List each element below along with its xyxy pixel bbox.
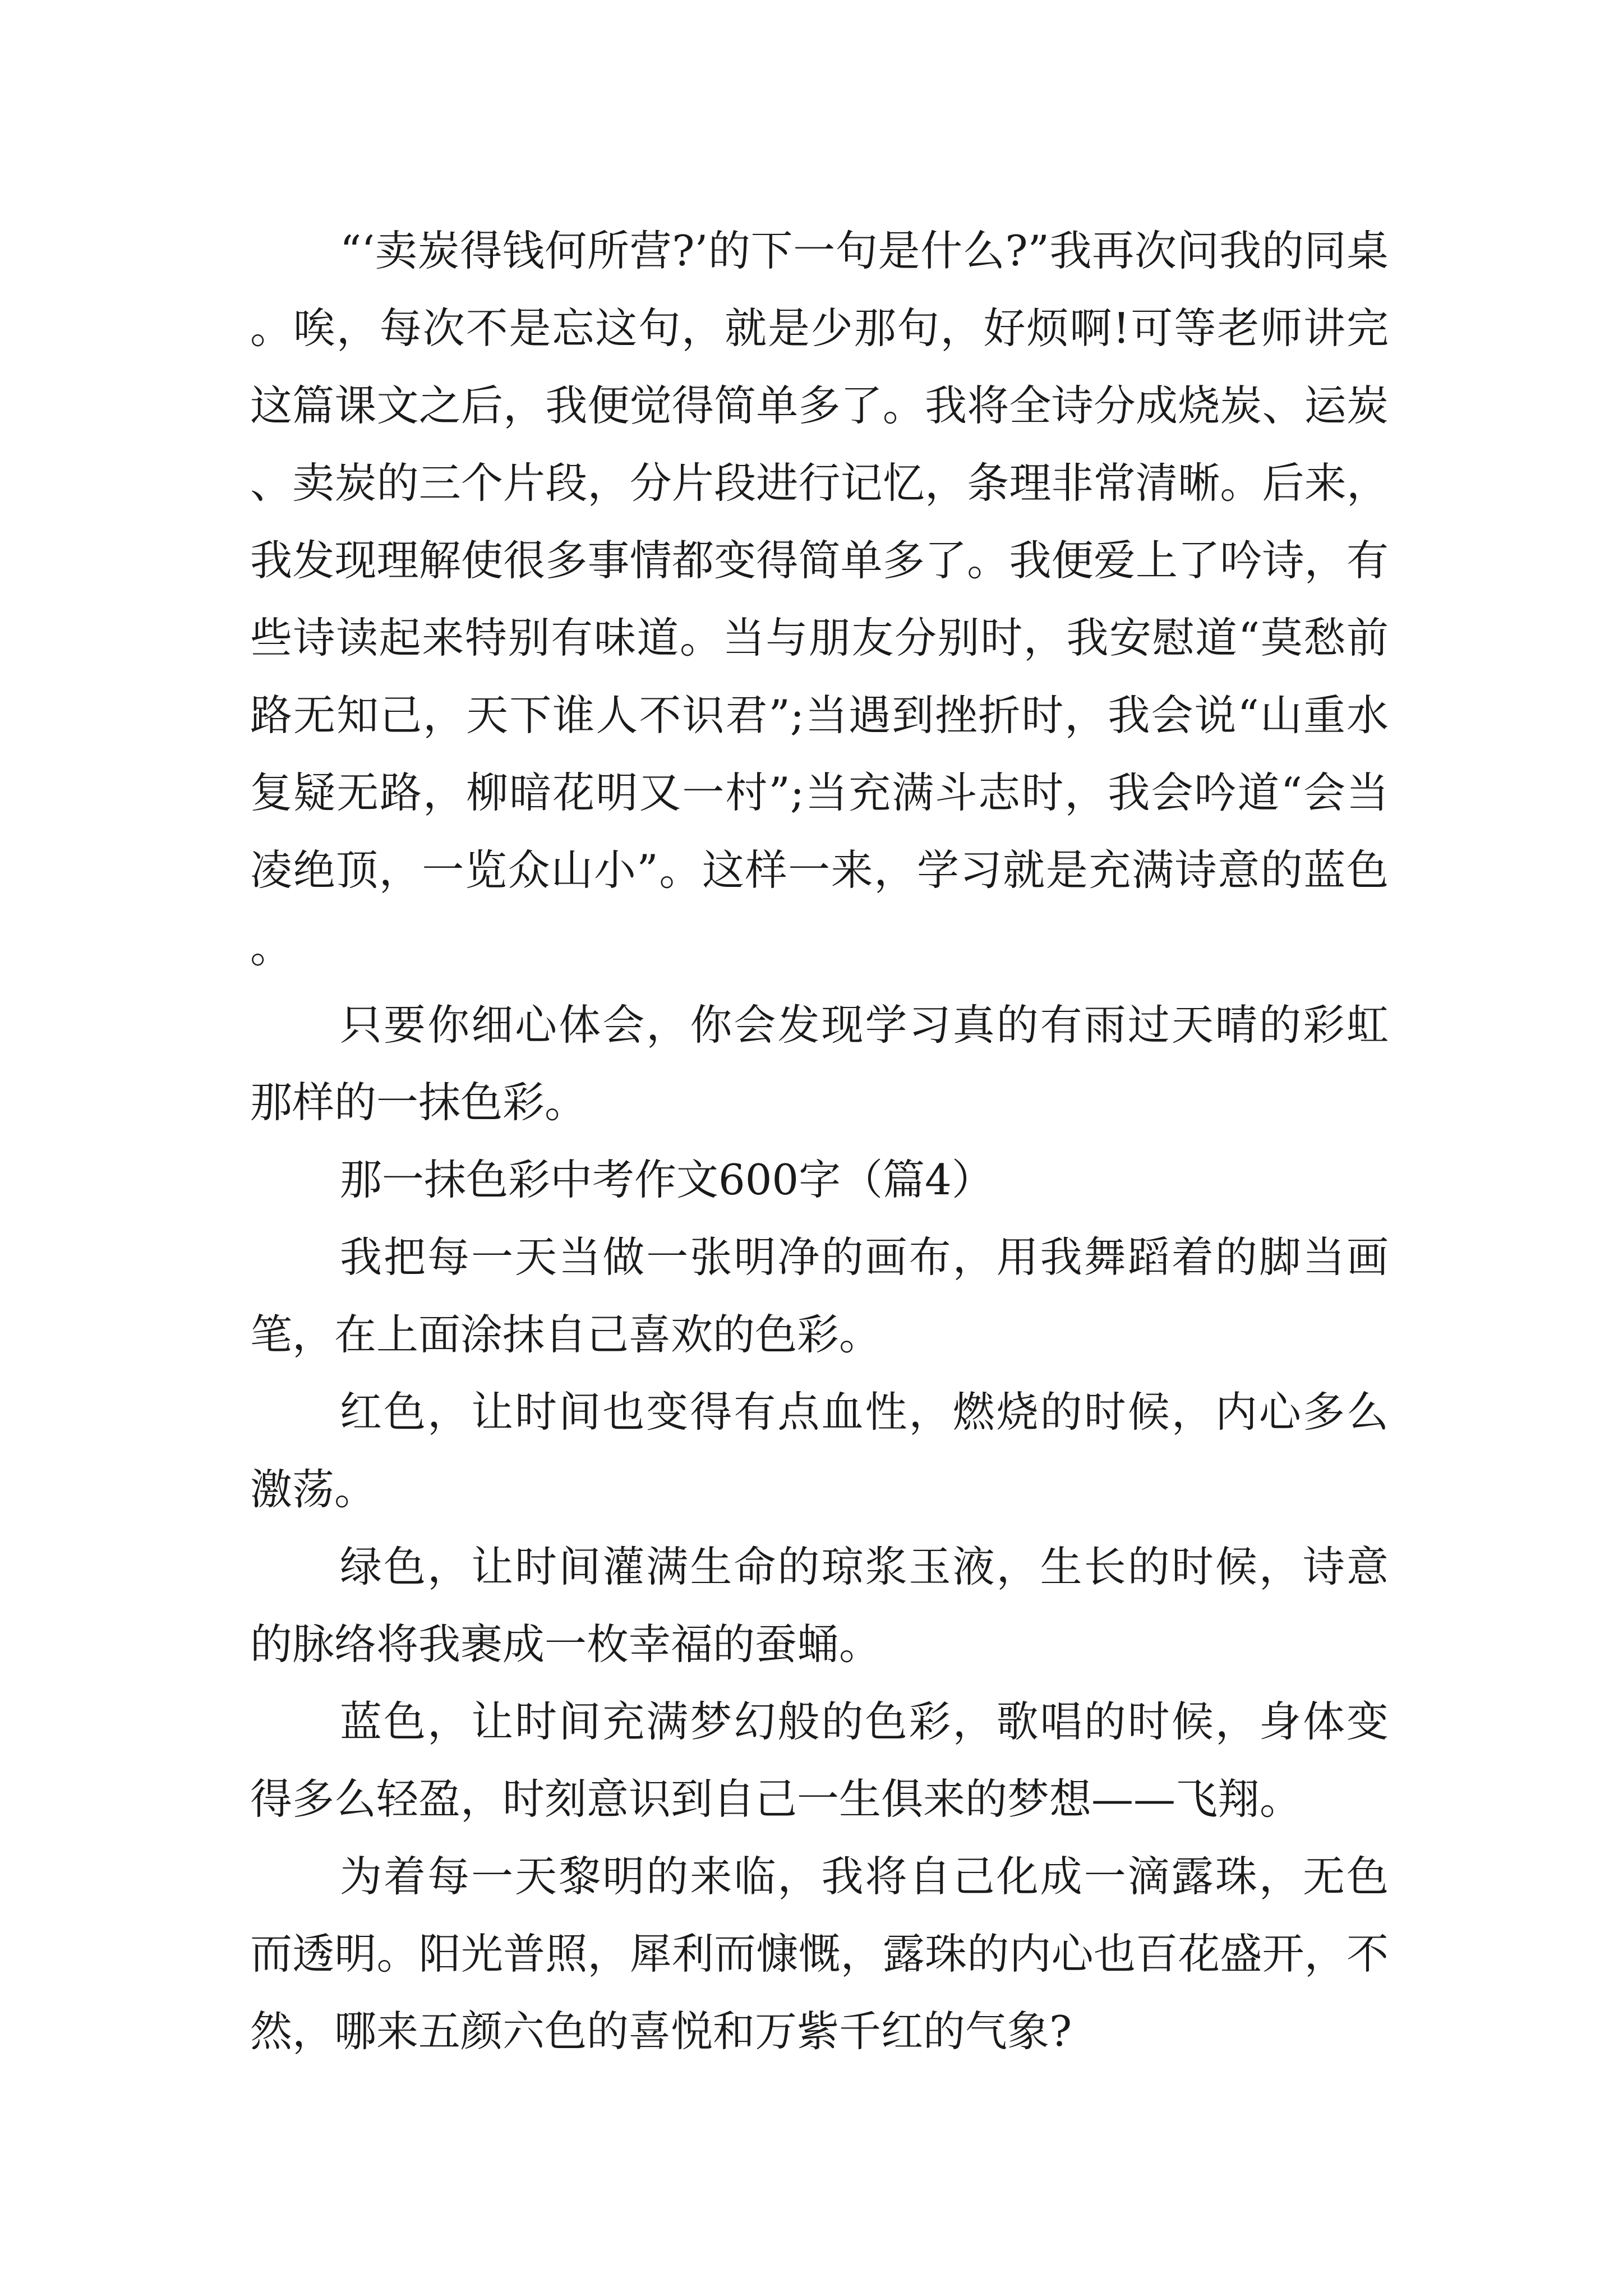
paragraph-dewdrop: 为着每一天黎明的来临，我将自己化成一滴露珠，无色而透明。阳光普照，犀利而慷慨，露珠的内心也百花盛开，不然，哪来五颜六色的喜悦和万紫千红的气象? <box>250 1852 1389 2056</box>
paragraph-green: 绿色，让时间灌满生命的琼浆玉液，生长的时候，诗意的脉络将我裹成一枚幸福的蚕蛹。 <box>250 1542 1389 1669</box>
essay-heading: 那一抹色彩中考作文600字（篇4） <box>340 1155 994 1204</box>
paragraph-rainbow-conclusion: 只要你细心体会，你会发现学习真的有雨过天晴的彩虹那样的一抹色彩。 <box>250 1000 1389 1127</box>
paragraph-red: 红色，让时间也变得有点血性，燃烧的时候，内心多么激荡。 <box>250 1387 1389 1514</box>
paragraph-poetry-learning: “‘卖炭得钱何所营?’的下一句是什么?”我再次问我的同桌。唉，每次不是忘这句，就是少那句，好烦啊!可等老师讲完这篇课文之后，我便觉得简单多了。我将全诗分成烧炭、运炭、卖炭的三个片段，分片段进行记忆，条理非常清晰。后来，我发现理解使很多事情都变得简单多了。我便爱上了吟诗，有些诗读起来特别有味道。当与朋友分别时，我安慰道“莫愁前路无知己，天下谁人不识君”;当遇到挫折时，我会说“山重水复疑无路，柳暗花明又一村”;当充满斗志时，我会吟道“会当凌绝顶，一览众山小”。这样一来，学习就是充满诗意的蓝色。 <box>250 226 1389 972</box>
paragraph-canvas: 我把每一天当做一张明净的画布，用我舞蹈着的脚当画笔，在上面涂抹自己喜欢的色彩。 <box>250 1232 1389 1359</box>
document-body <box>250 212 1389 2070</box>
paragraph-blue: 蓝色，让时间充满梦幻般的色彩，歌唱的时候，身体变得多么轻盈，时刻意识到自己一生俱来的梦想——飞翔。 <box>250 1697 1389 1824</box>
